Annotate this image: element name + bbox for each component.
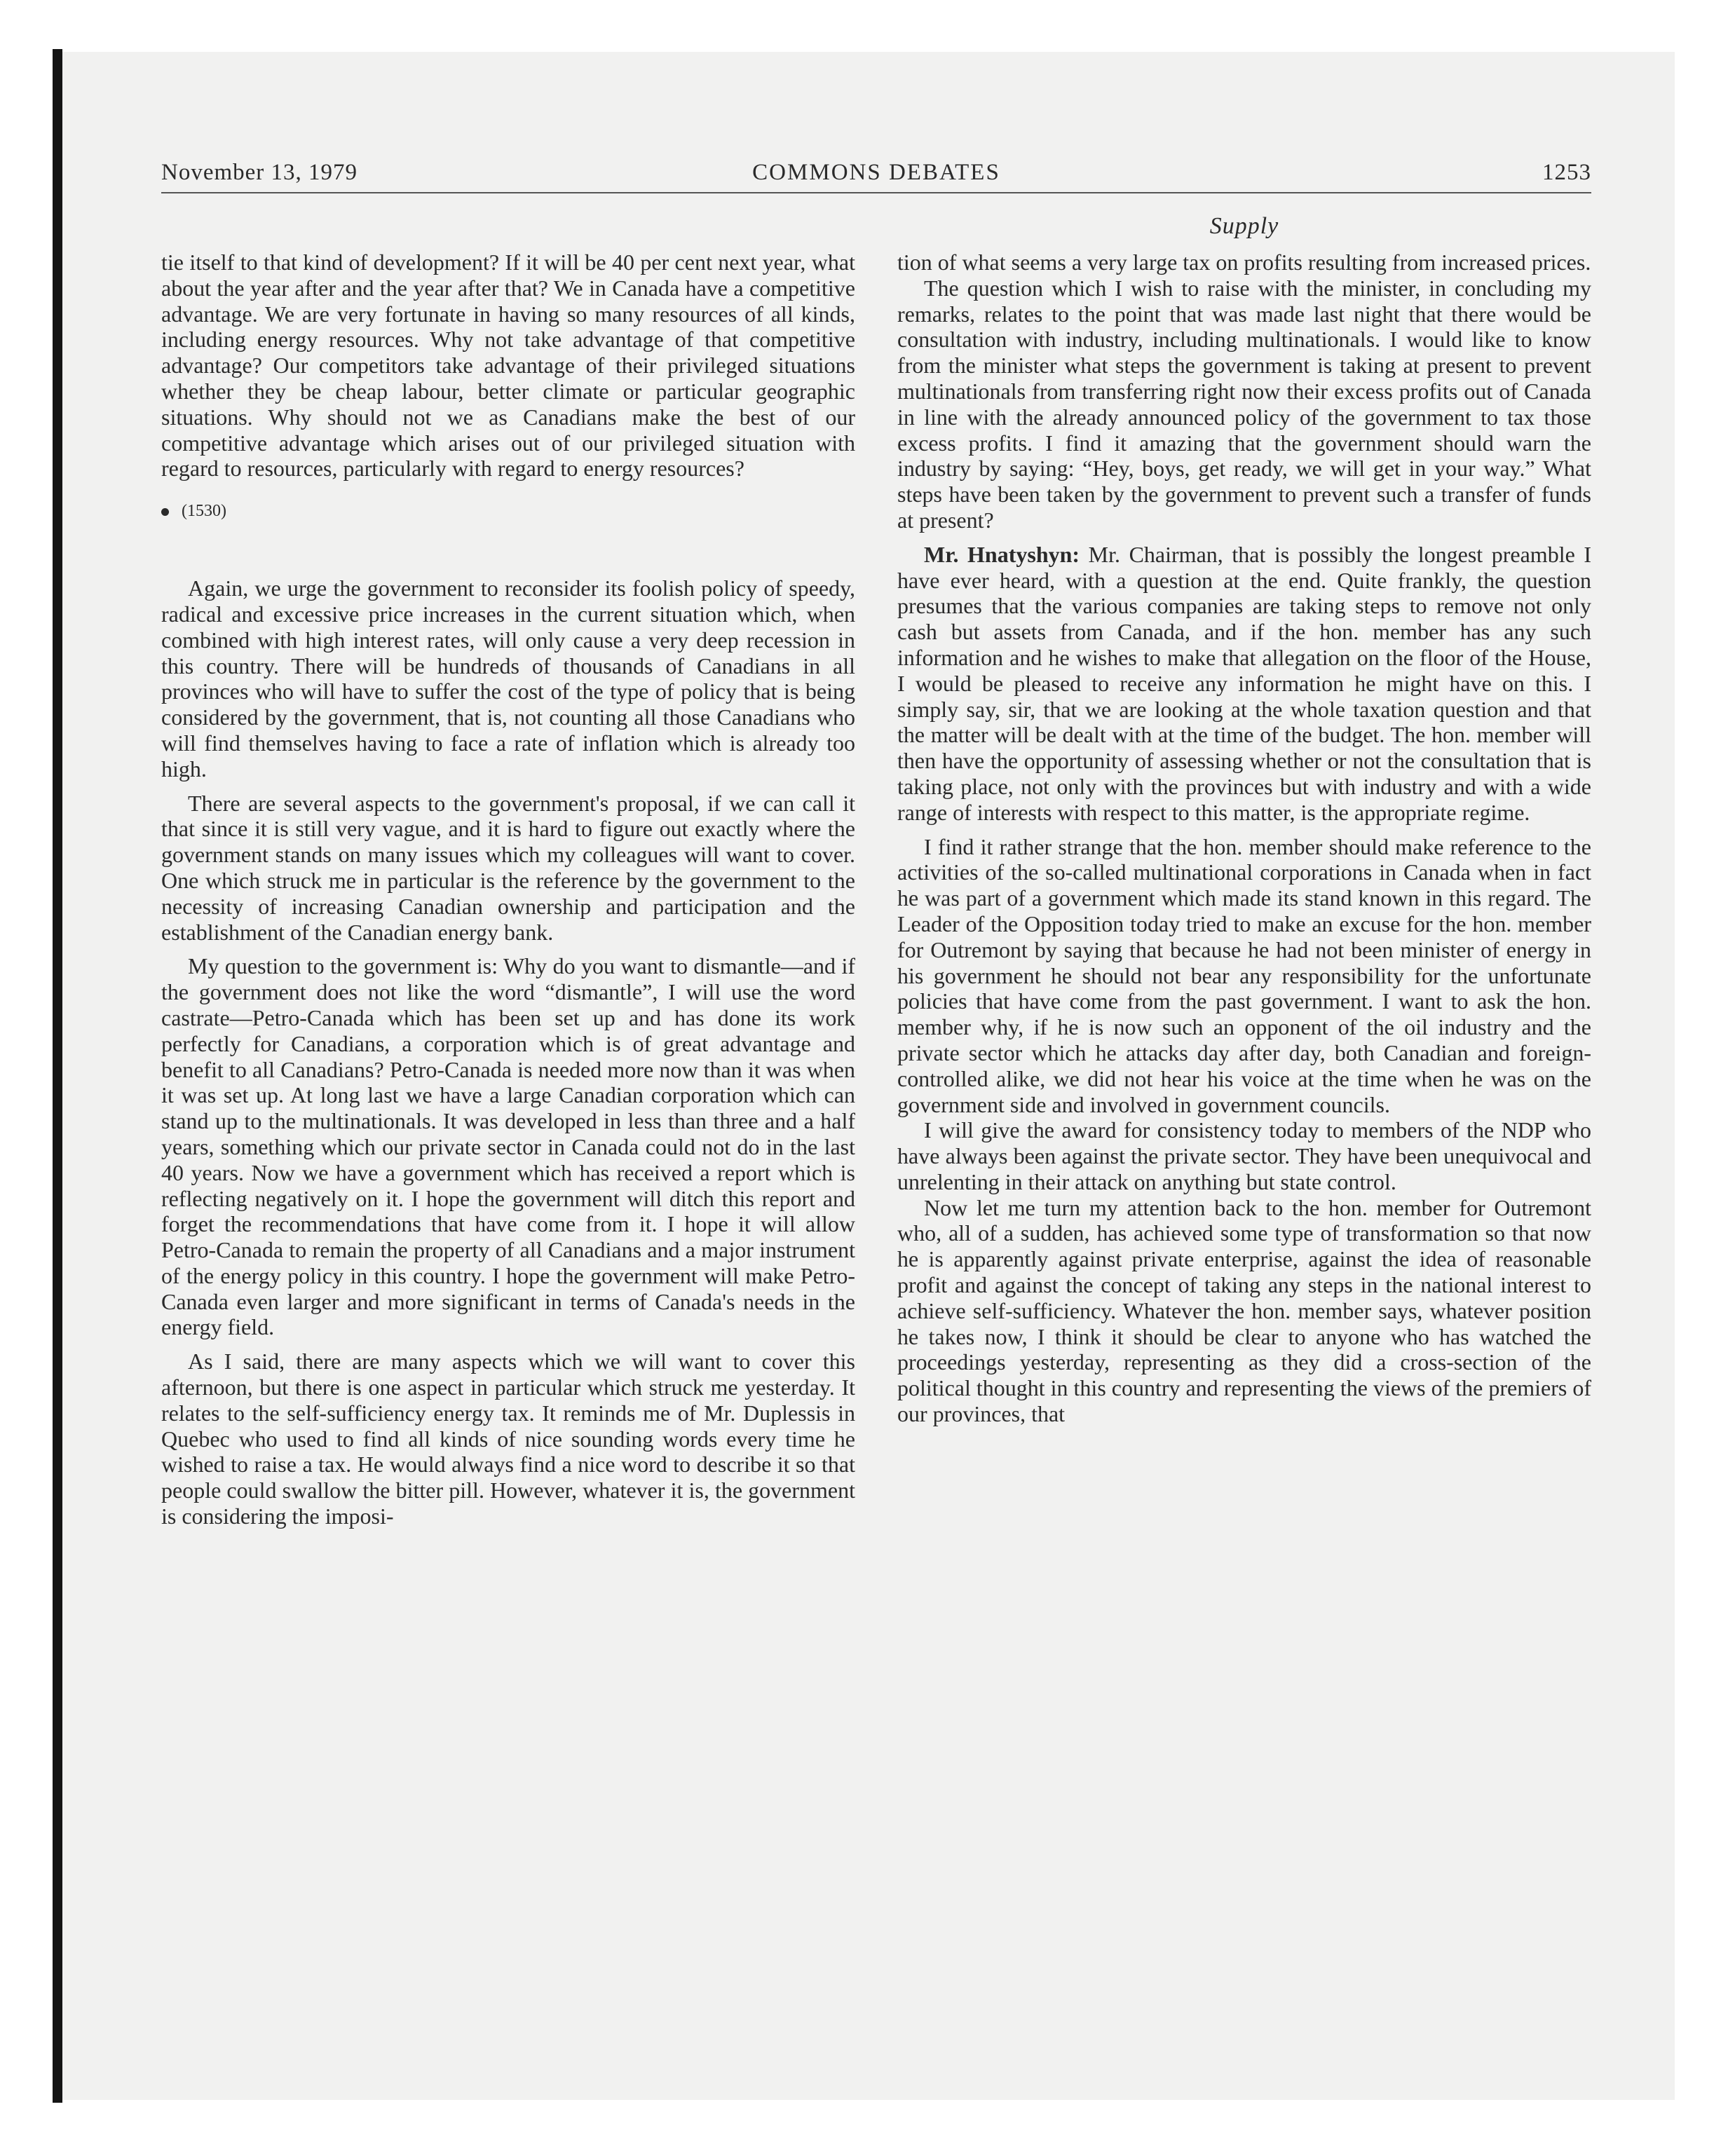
left-column	[161, 250, 855, 1538]
paragraph: tion of what seems a very large tax on profits resulting from increased prices.	[897, 250, 1591, 275]
time-marker	[161, 490, 855, 532]
scan-edge	[53, 49, 62, 2103]
paragraph: tie itself to that kind of development? If it will be 40 per cent next year, what about the year after and the year after that? We in Canada have a competitive advantage. We are very fortunate in having so many resources of all kinds, including energy resources. Why not take advantage of that competitive advantage? Our competitors take advantage of their privileged situations whether they be cheap labour, better climate or particular geographic situations. Why should not we as Canadians make the best of our competitive advantage which arises out of our privileged situation with regard to resources, particularly with regard to energy resources?	[161, 250, 855, 482]
header-rule	[161, 192, 1591, 193]
header-page-number: 1253	[1542, 160, 1591, 185]
paragraph-speaker	[897, 542, 1591, 826]
header-title: COMMONS DEBATES	[752, 160, 1000, 185]
paragraph: Again, we urge the government to reconsider its foolish policy of speedy, radical and excessive price increases in the current situation which, when combined with high interest rates, will only cause a very deep recession in this country. There will be hundreds of thousands of Canadians in all provinces who will have to suffer the cost of the type of policy that is being considered by the government, that is, not counting all those Canadians who will find themselves having to face a rate of inflation which is already too high.	[161, 575, 855, 782]
paragraph: I find it rather strange that the hon. member should make reference to the activities of the so-called multinational corporations in Canada when in fact he was part of a government which made its stand known in this regard. The Leader of the Opposition today tried to make an excuse for the hon. member for Outremont by saying that because he had not been minister of energy in his government he should not bear any responsibility for the unfortunate policies that have come from the past government. I want to ask the hon. member why, if he is now such an opponent of the oil industry and the private sector which he attacks day after day, both Canadian and foreign-controlled alike, we did not hear his voice at the time when he was on the government side and involved in government councils.	[897, 833, 1591, 1117]
paragraph: My question to the government is: Why do you want to dismantle—and if the government does not like the word “dismantle”, I will use the word castrate—Petro-Canada which has been set up and has done its work perfectly for Canadians, a corporation which is of great advantage and benefit to all Canadians? Petro-Canada is needed more now than it was when it was set up. At long last we have a large Canadian corporation which can stand up to the multinationals. It was developed in less than three and a half years, something which our private sector in Canada could not do in the last 40 years. Now we have a government which has received a report which is reflecting negatively on it. I hope the government will ditch this report and forget the recommendations that have come from it. I hope it will allow Petro-Canada to remain the property of all Canadians and a major instrument of the energy policy in this country. I hope the government will make Petro-Canada even larger and more significant in terms of Canada's needs in the energy field.	[161, 953, 855, 1340]
paragraph: The question which I wish to raise with the minister, in concluding my remarks, relates to the point that was made last night that there would be consultation with industry, including multinationals. I would like to know from the minister what steps the government is taking at present to prevent multinationals from transferring right now their excess profits out of Canada in line with the already announced policy of the government to tax those excess profits. I find it amazing that the government should warn the industry by saying: “Hey, boys, get ready, we will get in your way.” What steps have been taken by the government to prevent such a transfer of funds at present?	[897, 275, 1591, 533]
paragraph: I will give the award for consistency today to members of the NDP who have always been against the private sector. They have been unequivocal and unrelenting in their attack on anything but state control.	[897, 1117, 1591, 1194]
speaker-text: Mr. Chairman, that is possibly the longest preamble I have ever heard, with a question at the end. Quite frankly, the question presumes that the various companies are taking steps to remove not only cash but assets from Canada, and if the hon. member has any such information and he wishes to make that allegation on the floor of the House, I would be pleased to receive any information he might have on this. I simply say, sir, that we are looking at the whole taxation question and that the matter will be dealt with at the time of the budget. The hon. member will then have the opportunity of assessing whether or not the consultation that is taking place, not only with the provinces but with industry and with a wide range of interests with respect to this matter, is the appropriate regime.	[897, 541, 1592, 825]
header-date: November 13, 1979	[161, 160, 358, 185]
paragraph: There are several aspects to the government's proposal, if we can call it that since it is still very vague, and it is hard to figure out exactly where the government stands on many issues which my colleagues will want to cover. One which struck me in particular is the reference by the government to the necessity of increasing Canadian ownership and participation and the establishment of the Canadian energy bank.	[161, 790, 855, 945]
speaker-name: Mr. Hnatyshyn:	[924, 541, 1080, 567]
paragraph: Now let me turn my attention back to the hon. member for Outremont who, all of a sudden, has achieved some type of transformation so that now he is apparently against private enterprise, against the idea of reasonable profit and against the concept of taking any steps in the national interest to achieve self-sufficiency. Whatever the hon. member says, whatever position he takes now, I think it should be clear to anyone who has watched the proceedings yesterday, representing as they did a cross-section of the political thought in this country and representing the views of the premiers of our provinces, that	[897, 1194, 1591, 1427]
section-label: Supply	[1209, 213, 1279, 239]
time-marker-text: (1530)	[182, 502, 226, 521]
right-column	[897, 250, 1591, 1427]
bullet-icon	[161, 508, 169, 516]
running-head	[161, 160, 1591, 193]
paragraph: As I said, there are many aspects which we will want to cover this afternoon, but there is one aspect in particular which struck me yesterday. It relates to the self-sufficiency energy tax. It reminds me of Mr. Duplessis in Quebec who used to find all kinds of nice sounding words every time he wished to raise a tax. He would always find a nice word to describe it so that people could swallow the bitter pill. However, whatever it is, the government is considering the imposi-	[161, 1349, 855, 1529]
